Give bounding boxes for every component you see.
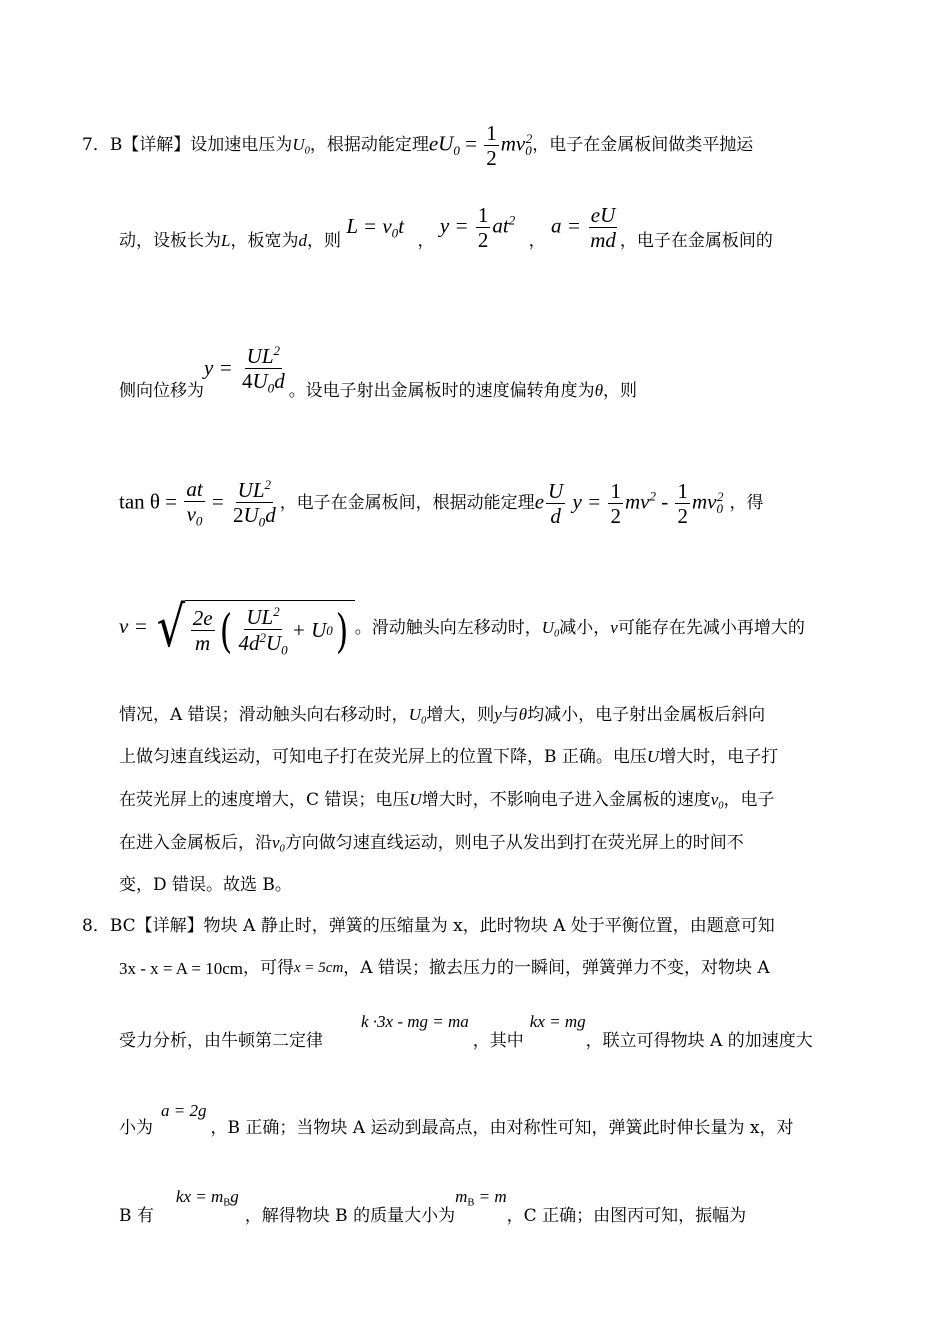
block-b-mass-result: $m_B = m$ <box>455 1187 507 1209</box>
q7-line-4: tan θ = $\frac{at}{v_0}$ = $\frac{UL^2}{2U_0d}$ ，电子在金属板间，根据动能定理e $\frac{U}{d}$ y = $\frac{1}{2}$ $mv^2$ - $\frac{1}{2}$ $mv_0^2$ ，得 <box>119 477 764 530</box>
lateral-displacement-equation: y = $\frac{UL^2}{4U_0d}$ <box>204 343 285 396</box>
work-energy-equation: e $\frac{U}{d}$ y = $\frac{1}{2}$ $mv^2$ - $\frac{1}{2}$ $mv_0^2$ <box>534 478 724 529</box>
q7-line-3: 侧向位移为y = $\frac{UL^2}{4U_0d}$ 。设电子射出金属板时的速度偏转角度为θ，则 <box>119 343 638 402</box>
q7-line-6: 情况，A 错误；滑动触头向右移动时，$U_0$增大，则y与θ均减小，电子射出金属板后斜向 <box>119 705 766 727</box>
q8-line-2: 3x - x = A = 10cm，可得x = 5cm，A 错误；撤去压力的一瞬间，弹簧弹力不变，对物块 A <box>119 958 770 978</box>
q7-line-5: v = √ $\frac{2e}{m}$ ( $\frac{UL^2}{4d^2U_0}$ + U 0 ) 。滑动触头向左移动时，$U_0$减小，v可能存在先减小再增大的 <box>119 595 805 660</box>
velocity-equation: v = √ $\frac{2e}{m}$ ( $\frac{UL^2}{4d^2U_0}$ + U 0 ) <box>119 600 355 657</box>
acceleration-result: a = 2g <box>161 1101 207 1120</box>
q7-line-9: 在进入金属板后，沿$v_0$方向做匀速直线运动，则电子从发出到打在荧光屏上的时间不 <box>119 833 744 855</box>
q8-line-4: 小为a = 2g，B 正确；当物块 A 运动到最高点，由对称性可知，弹簧此时伸长量为 x，对 <box>119 1101 794 1138</box>
length-equation: $L = v_0t$ <box>346 213 405 241</box>
q8-line-5: B 有kx = $m_Bg$，解得物块 B 的质量大小为$m_B = m$，C 正确；由图丙可知，振幅为 <box>119 1187 747 1227</box>
q7-line-2: 动，设板长为L，板宽为d，则 $L = v_0t$ ， y = $\frac{1}{2}$ $at^2$ ， a = $\frac{eU}{md}$ ，电子在金属板间的 <box>119 203 773 253</box>
q7-line-7: 上做匀速直线运动，可知电子打在荧光屏上的位置下降，B 正确。电压U增大时，电子打 <box>119 747 779 767</box>
q7-line-1: 7．B【详解】设加速电压为$U_0$，根据动能定理$eU_0$ = $\frac{1}{2}$ $mv_0^2$，电子在金属板间做类平抛运 <box>82 121 754 171</box>
q8-line-1: 8．BC【详解】物块 A 静止时，弹簧的压缩量为 x，此时物块 A 处于平衡位置，由题意可知 <box>82 916 775 936</box>
acceleration-equation: a = $\frac{eU}{md}$ <box>551 203 616 253</box>
q7-line-8: 在荧光屏上的速度增大，C 错误；电压U增大时，不影响电子进入金属板的速度$v_0$，电子 <box>119 790 775 812</box>
kinetic-energy-equation: $eU_0$ = $\frac{1}{2}$ $mv_0^2$ <box>428 121 533 171</box>
u0-symbol: $U_0$ <box>292 135 310 157</box>
equilibrium-equation: kx = mg <box>529 1012 586 1031</box>
newton-second-law-equation: k ·3x - mg = ma <box>361 1012 469 1031</box>
q7-line-10: 变，D 错误。故选 B。 <box>119 875 292 895</box>
displacement-equation: y = $\frac{1}{2}$ $at^2$ <box>439 203 516 253</box>
tangent-equation: tan θ = $\frac{at}{v_0}$ = $\frac{UL^2}{2U_0d}$ <box>119 477 276 530</box>
block-b-force-equation: kx = $m_Bg$ <box>175 1187 239 1209</box>
q8-line-3: 受力分析，由牛顿第二定律k ·3x - mg = ma，其中kx = mg，联立可得物块 A 的加速度大 <box>119 1012 813 1051</box>
amplitude-equation: 3x - x = A = 10cm <box>119 959 244 978</box>
